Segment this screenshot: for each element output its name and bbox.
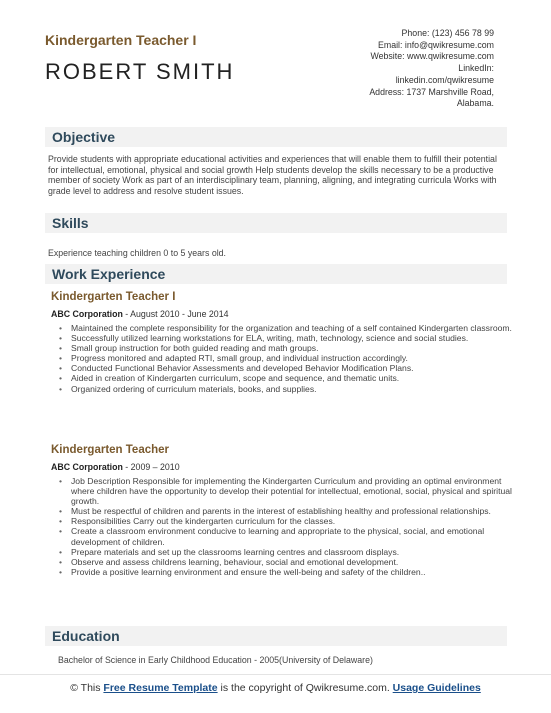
list-item: • Conducted Functional Behavior Assessments and developed Behavior Modification Plans.	[71, 363, 521, 373]
contact-address-line2: Alabama.	[456, 98, 494, 109]
list-item: • Organized ordering of curriculum materials, books, and supplies.	[71, 384, 521, 394]
job-1-company-line	[51, 309, 228, 319]
footer-middle: is the copyright of Qwikresume.com.	[217, 682, 393, 694]
skills-text: Experience teaching children 0 to 5 years old.	[48, 248, 226, 258]
list-item: • Aided in creation of Kindergarten curriculum, scope and sequence, and thematic units.	[71, 373, 521, 383]
contact-block	[274, 28, 494, 110]
work-heading: Work Experience	[52, 266, 166, 282]
contact-linkedin-label: LinkedIn:	[458, 63, 494, 74]
job-1-role: Kindergarten Teacher I	[51, 291, 176, 303]
skills-section-bar	[45, 213, 507, 233]
objective-heading: Objective	[52, 129, 116, 145]
contact-address-line1: Address: 1737 Marshville Road,	[369, 86, 494, 97]
usage-guidelines-link[interactable]: Usage Guidelines	[392, 682, 481, 694]
list-item: • Maintained the complete responsibility for the organization and teaching of a self contained Kindergarten classroom.	[71, 323, 521, 333]
education-heading: Education	[52, 628, 120, 644]
list-item: • Job Description Responsible for implementing the Kindergarten Curriculum and providing an optimal environment where children have the opportunity to develop their potential for intellectual, emotional, social, physical and spiritual growth.	[71, 476, 521, 506]
resume-job-title: Kindergarten Teacher I	[45, 32, 197, 48]
job-1-bullets	[55, 323, 521, 394]
candidate-name: ROBERT SMITH	[45, 59, 235, 84]
free-resume-template-link[interactable]: Free Resume Template	[103, 682, 218, 694]
list-item: • Progress monitored and adapted RTI, small group, and individual instruction accordingly.	[71, 353, 521, 363]
contact-website-label: Website:	[370, 51, 407, 62]
contact-email: Email: info@qwikresume.com	[378, 39, 494, 50]
job-2-dates: - 2009 – 2010	[122, 462, 180, 472]
objective-text: Provide students with appropriate educational activities and experiences that will enable them to fulfill their potential for intellectual, emotional, physical and social growth Help students develop the skills necessary to be a productive member of society Work as part of an interdisciplinary team, planning, aligning, and integrating curricula Works with grade level to address and resolve student issues.	[48, 154, 497, 196]
contact-website	[274, 51, 494, 63]
job-1-dates: - August 2010 - June 2014	[122, 309, 229, 319]
list-item: • Must be respectful of children and parents in the interest of establishing healthy and professional relationships.	[71, 506, 521, 516]
contact-linkedin[interactable]: linkedin.com/qwikresume	[395, 74, 494, 85]
job-2-role: Kindergarten Teacher	[51, 444, 170, 456]
list-item: • Responsibilities Carry out the kindergarten curriculum for the classes.	[71, 516, 521, 526]
list-item: • Small group instruction for both guided reading and math groups.	[71, 343, 521, 353]
list-item: • Provide a positive learning environment and ensure the well-being and safety of the children..	[71, 567, 521, 577]
job-2-company: ABC Corporation	[51, 462, 123, 472]
list-item: • Create a classroom environment conducive to learning and appropriate to the physical, social, and emotional development of children.	[71, 526, 521, 546]
footer-divider	[0, 674, 551, 675]
job-2-bullets	[55, 476, 521, 577]
footer-copyright	[0, 682, 551, 695]
job-2-company-line	[51, 462, 180, 472]
job-1-company: ABC Corporation	[51, 309, 123, 319]
contact-website-link[interactable]: www.qwikresume.com	[406, 51, 494, 62]
skills-heading: Skills	[52, 215, 89, 231]
list-item: • Observe and assess childrens learning, behaviour, social and emotional development.	[71, 557, 521, 567]
contact-phone: Phone: (123) 456 78 99	[401, 28, 494, 38]
footer-prefix: © This	[70, 682, 104, 694]
education-text: Bachelor of Science in Early Childhood Education - 2005(University of Delaware)	[58, 655, 373, 665]
list-item: • Prepare materials and set up the classrooms learning centres and classroom displays.	[71, 547, 521, 557]
list-item: • Successfully utilized learning workstations for ELA, writing, math, technology, science and social studies.	[71, 333, 521, 343]
